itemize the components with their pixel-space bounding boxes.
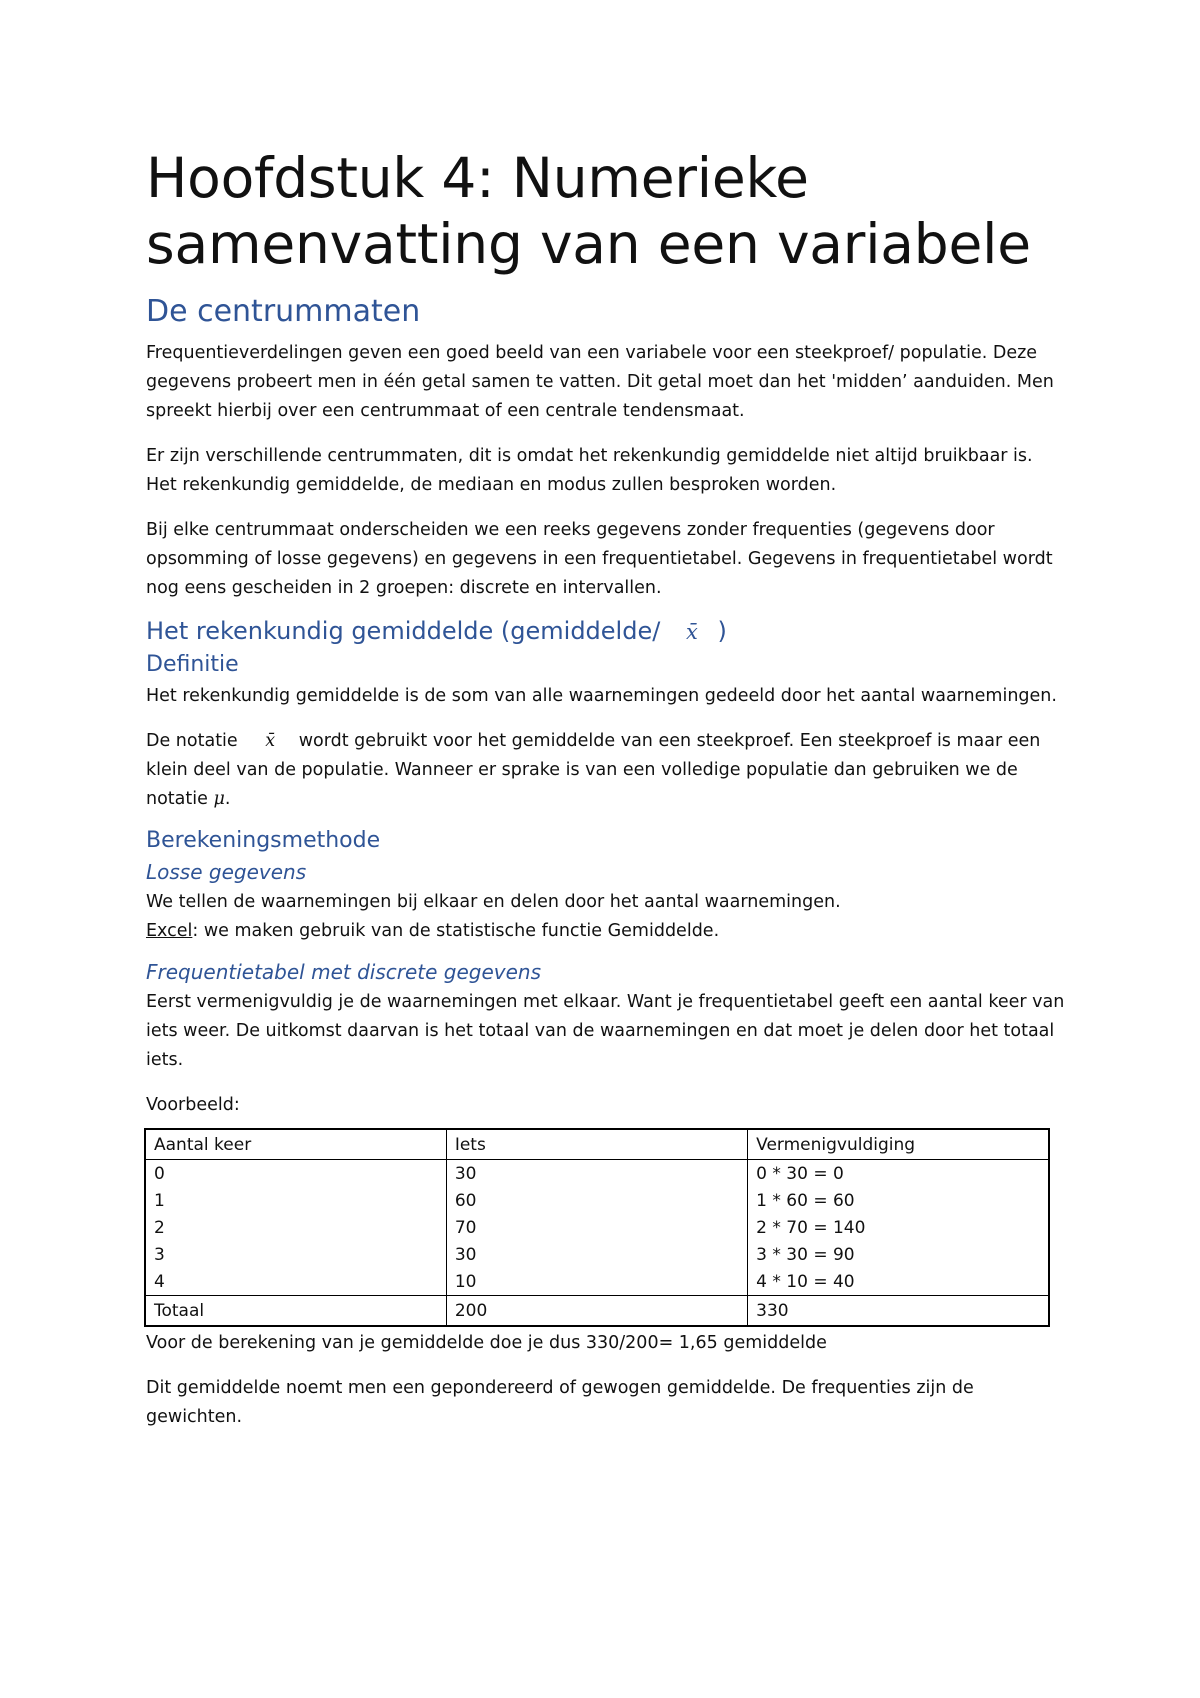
- heading-losse-gegevens: Losse gegevens: [146, 860, 307, 884]
- paragraph-losse-gegevens: [146, 888, 1066, 946]
- heading-rekenkundig-gemiddelde: [146, 615, 1066, 648]
- notatie-text-a: De notatie: [146, 731, 238, 751]
- table-cell: 3 * 30 = 90: [748, 1241, 1049, 1268]
- table-cell: 30: [446, 1241, 747, 1268]
- table-row: [145, 1160, 1049, 1188]
- table-cell: 2: [145, 1214, 446, 1241]
- heading-rekenkundig-text: Het rekenkundig gemiddelde (gemiddelde/: [146, 617, 661, 645]
- table-cell: 70: [446, 1214, 747, 1241]
- table-cell: 3: [145, 1241, 446, 1268]
- paragraph-gewogen-gemiddelde: Dit gemiddelde noemt men een gepondereerd of gewogen gemiddelde. De frequenties zijn de gewichten.: [146, 1378, 974, 1427]
- table-cell: 4 * 10 = 40: [748, 1268, 1049, 1296]
- table-header-row: [145, 1129, 1049, 1160]
- table-cell: 10: [446, 1268, 747, 1296]
- table-header-cell: Aantal keer: [145, 1129, 446, 1160]
- paragraph-centrummaten-2: Er zijn verschillende centrummaten, dit is omdat het rekenkundig gemiddelde niet altijd bruikbaar is. Het rekenkundig gemiddelde, de mediaan en modus zullen besproken worden.: [146, 446, 1033, 495]
- page-title-line-1: Hoofdstuk 4: Numerieke: [146, 146, 809, 210]
- table-cell: 0 * 30 = 0: [748, 1160, 1049, 1188]
- voorbeeld-label: Voorbeeld:: [146, 1095, 240, 1115]
- table-row: [145, 1268, 1049, 1296]
- paragraph-berekening: Voor de berekening van je gemiddelde doe je dus 330/200= 1,65 gemiddelde: [146, 1333, 827, 1353]
- notatie-end: .: [224, 789, 231, 809]
- paragraph-centrummaten-1: Frequentieverdelingen geven een goed beeld van een variabele voor een steekproef/ populatie. Deze gegevens probeert men in één getal samen te vatten. Dit getal moet dan het 'midden’ aanduiden. Men spreekt hierbij over een centrummaat of een centrale tendensmaat.: [146, 343, 1054, 421]
- heading-berekeningsmethode: Berekeningsmethode: [146, 828, 381, 853]
- table-total-cell: 200: [446, 1296, 747, 1327]
- table-header-cell: Vermenigvuldiging: [748, 1129, 1049, 1160]
- heading-definitie: Definitie: [146, 652, 239, 677]
- table-cell: 60: [446, 1187, 747, 1214]
- table-cell: 1 * 60 = 60: [748, 1187, 1049, 1214]
- paragraph-definitie-2: [146, 727, 1066, 814]
- losse-gegevens-line-1: We tellen de waarnemingen bij elkaar en delen door het aantal waarnemingen.: [146, 892, 841, 912]
- heading-frequentietabel-discreet: Frequentietabel met discrete gegevens: [146, 960, 542, 984]
- x-bar-symbol: x̄: [265, 731, 276, 751]
- table-row: [145, 1241, 1049, 1268]
- paragraph-definitie-1: Het rekenkundig gemiddelde is de som van alle waarnemingen gedeeld door het aantal waarnemingen.: [146, 686, 1057, 706]
- table-row: [145, 1187, 1049, 1214]
- table-cell: 30: [446, 1160, 747, 1188]
- x-bar-symbol: x̄: [685, 620, 698, 644]
- heading-rekenkundig-close: ): [717, 617, 727, 645]
- mu-symbol: μ: [213, 789, 225, 809]
- table-cell: 2 * 70 = 140: [748, 1214, 1049, 1241]
- table-total-cell: 330: [748, 1296, 1049, 1327]
- excel-label: Excel: [146, 921, 193, 941]
- table-cell: 0: [145, 1160, 446, 1188]
- heading-centrummaten: De centrummaten: [146, 294, 421, 329]
- document-content: [146, 145, 1066, 1448]
- paragraph-centrummaten-3: Bij elke centrummaat onderscheiden we een reeks gegevens zonder frequenties (gegevens door opsomming of losse gegevens) en gegevens in een frequentietabel. Gegevens in frequentietabel wordt nog eens gescheiden in 2 groepen: discrete en intervallen.: [146, 520, 1053, 598]
- table-cell: 1: [145, 1187, 446, 1214]
- table-row: [145, 1214, 1049, 1241]
- page-title: [146, 145, 1066, 277]
- losse-gegevens-line-2: : we maken gebruik van de statistische functie Gemiddelde.: [192, 921, 720, 941]
- table-header-cell: Iets: [446, 1129, 747, 1160]
- page-title-line-2: samenvatting van een variabele: [146, 212, 1031, 276]
- table-total-cell: Totaal: [145, 1296, 446, 1327]
- paragraph-frequentietabel: Eerst vermenigvuldig je de waarnemingen met elkaar. Want je frequentietabel geeft een aantal keer van iets weer. De uitkomst daarvan is het totaal van de waarnemingen en dat moet je delen door het totaal iets.: [146, 992, 1065, 1070]
- table-total-row: [145, 1296, 1049, 1327]
- notatie-text-b: wordt gebruikt voor het gemiddelde van een steekproef. Een steekproef is maar een klein deel van de populatie. Wanneer er sprake is van een volledige populatie dan gebruiken we de notatie: [146, 731, 1041, 809]
- frequency-table: [144, 1128, 1050, 1327]
- table-cell: 4: [145, 1268, 446, 1296]
